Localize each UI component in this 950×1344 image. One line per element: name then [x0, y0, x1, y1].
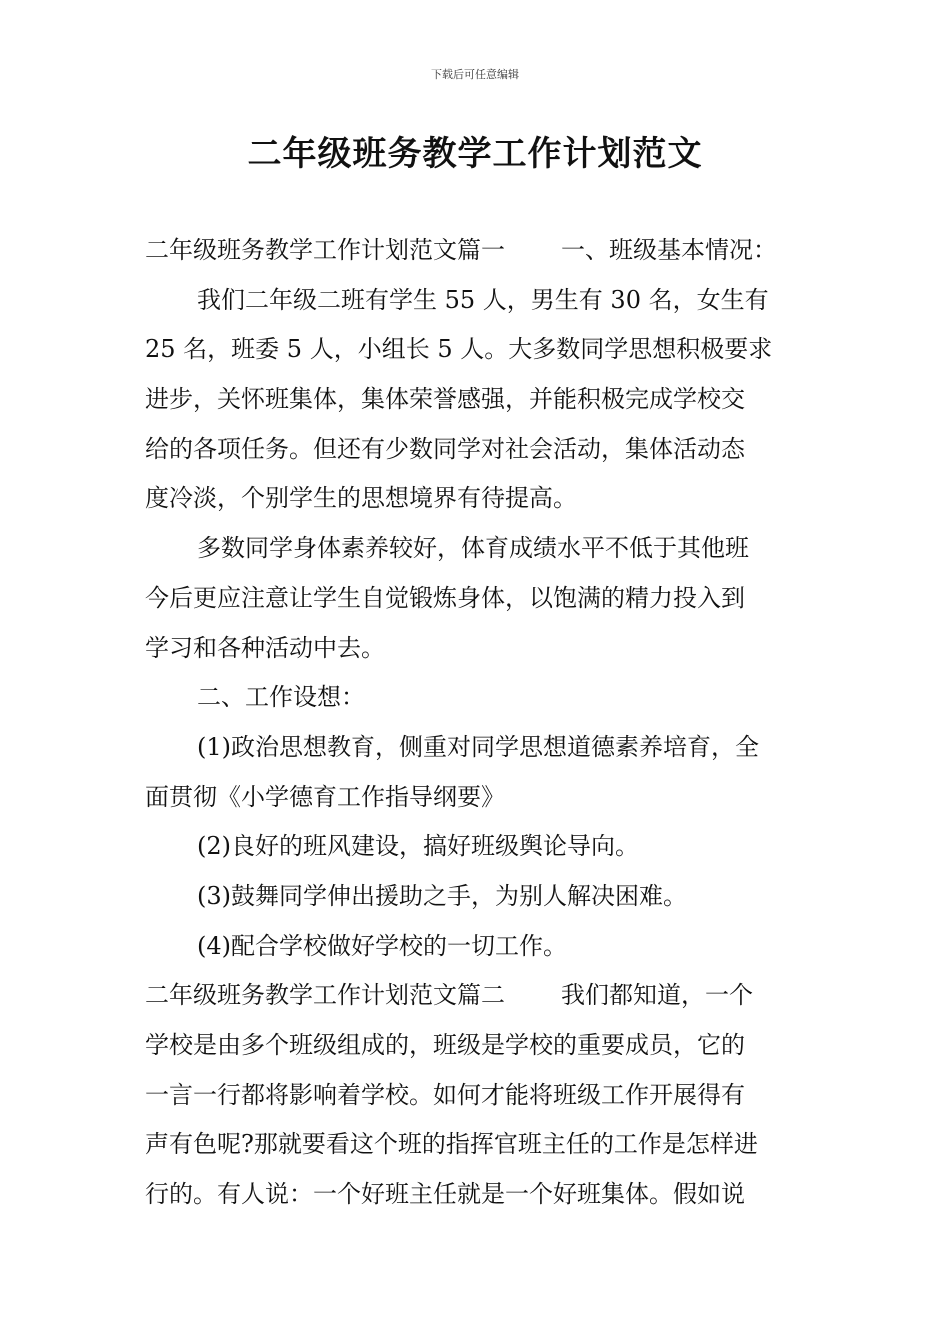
- paragraph-line: 度冷淡，个别学生的思想境界有待提高。: [145, 484, 577, 513]
- list-item-line: (2)良好的班风建设，搞好班级舆论导向。: [197, 832, 639, 861]
- list-item-line: 面贯彻《小学德育工作指导纲要》: [145, 782, 505, 811]
- paragraph-start: 我们都知道，一个: [561, 981, 753, 1010]
- paragraph-line: 多数同学身体素养较好，体育成绩水平不低于其他班: [197, 534, 749, 563]
- header-note: 下载后可任意编辑: [431, 68, 519, 81]
- list-item-line: (1)政治思想教育，侧重对同学思想道德素养培育，全: [197, 732, 759, 761]
- list-item-line: (4)配合学校做好学校的一切工作。: [197, 931, 567, 960]
- document-title: 二年级班务教学工作计划范文: [247, 134, 703, 174]
- subheading-line: 二、工作设想：: [197, 683, 365, 712]
- paragraph-line: 我们二年级二班有学生 55 人，男生有 30 名，女生有: [197, 285, 769, 314]
- paragraph-line: 行的。有人说：一个好班主任就是一个好班集体。假如说: [145, 1180, 745, 1209]
- paragraph-line: 给的各项任务。但还有少数同学对社会活动，集体活动态: [145, 434, 745, 463]
- section-title: 二年级班务教学工作计划范文篇二: [145, 981, 505, 1010]
- paragraph-line: 今后更应注意让学生自觉锻炼身体，以饱满的精力投入到: [145, 583, 745, 612]
- paragraph-line: 声有色呢?那就要看这个班的指挥官班主任的工作是怎样进: [145, 1130, 758, 1159]
- section-title: 二年级班务教学工作计划范文篇一: [145, 236, 505, 264]
- paragraph-line: 25 名，班委 5 人，小组长 5 人。大多数同学思想积极要求: [145, 335, 773, 364]
- section-subheading: 一、班级基本情况：: [561, 236, 777, 264]
- paragraph-line: 学习和各种活动中去。: [145, 633, 385, 662]
- section-heading-line: [145, 971, 807, 1021]
- paragraph-line: 进步，关怀班集体，集体荣誉感强，并能积极完成学校交: [145, 385, 745, 414]
- document-body: [145, 226, 807, 1220]
- list-item-line: (3)鼓舞同学伸出援助之手，为别人解决困难。: [197, 881, 687, 910]
- section-heading-line: [145, 226, 807, 276]
- paragraph-line: 一言一行都将影响着学校。如何才能将班级工作开展得有: [145, 1080, 745, 1109]
- paragraph-line: 学校是由多个班级组成的，班级是学校的重要成员，它的: [145, 1031, 745, 1059]
